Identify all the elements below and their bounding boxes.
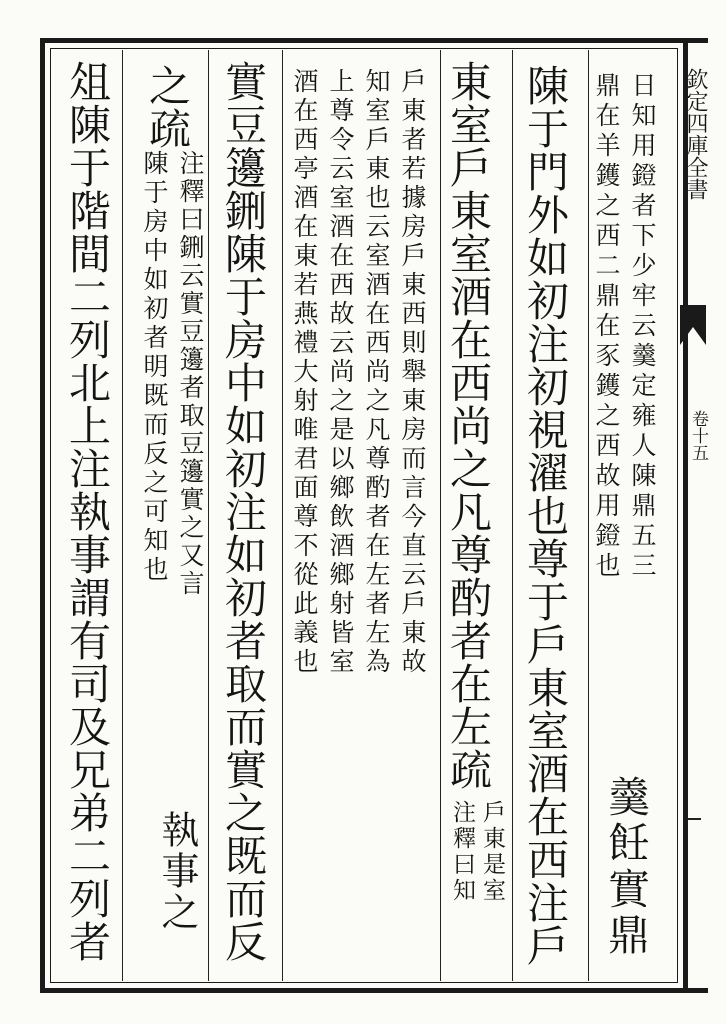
column-rule (512, 50, 513, 981)
column-rule (588, 50, 589, 981)
column-rule (282, 50, 283, 981)
annotation-column: 注釋曰知 (449, 800, 475, 904)
annotation-column: 知室戶東也云室酒在西尚之凡尊酌者在左者左為 (362, 68, 391, 677)
main-text-column: 陳于門外如初注初視濯也尊于戶東室酒在西注戶 (521, 64, 570, 967)
annotation-column: 日知用鐙者下少牢云羹定雍人陳鼎五三 (628, 72, 657, 582)
banxin-title: 欽定四庫全書 (683, 68, 708, 200)
banxin-volume-number: 卷十五 (688, 410, 708, 461)
annotation-column: 戶東是室 (479, 800, 505, 904)
column-rule (440, 50, 441, 981)
annotation-column: 陳于房中如初者明既而反之可知也 (140, 150, 169, 585)
column-rule (208, 50, 209, 981)
main-text-column: 之疏 (143, 64, 192, 150)
annotation-column: 酒在西亭酒在東若燕禮大射唯君面尊不從此義也 (290, 68, 319, 677)
annotation-column: 注釋曰鉶云實豆籩者取豆籩實之又言 (176, 150, 205, 598)
main-text-column: 俎陳于階間二列北上注執事謂有司及兄弟二列者 (63, 60, 112, 963)
annotation-column: 上尊令云室酒在西故云尚之是以鄉飲酒鄉射皆室 (326, 68, 355, 677)
main-text-column: 執事之 (155, 810, 199, 933)
main-text-column: 羹飪實鼎 (602, 775, 651, 959)
banxin-mark (687, 818, 701, 820)
fishtail-mark-icon (680, 305, 706, 345)
column-rule (122, 50, 123, 981)
main-text-column: 實豆籩鉶陳于房中如初注如初者取而實之既而反 (219, 60, 268, 963)
annotation-column: 戶東者若據房戶東西則舉東房而言今直云戶東故 (398, 68, 427, 677)
main-text-column: 東室戶東室酒在西尚之凡尊酌者在左疏 (444, 60, 493, 791)
annotation-column: 鼎在羊鑊之西二鼎在豕鑊之西故用鐙也 (592, 72, 621, 582)
